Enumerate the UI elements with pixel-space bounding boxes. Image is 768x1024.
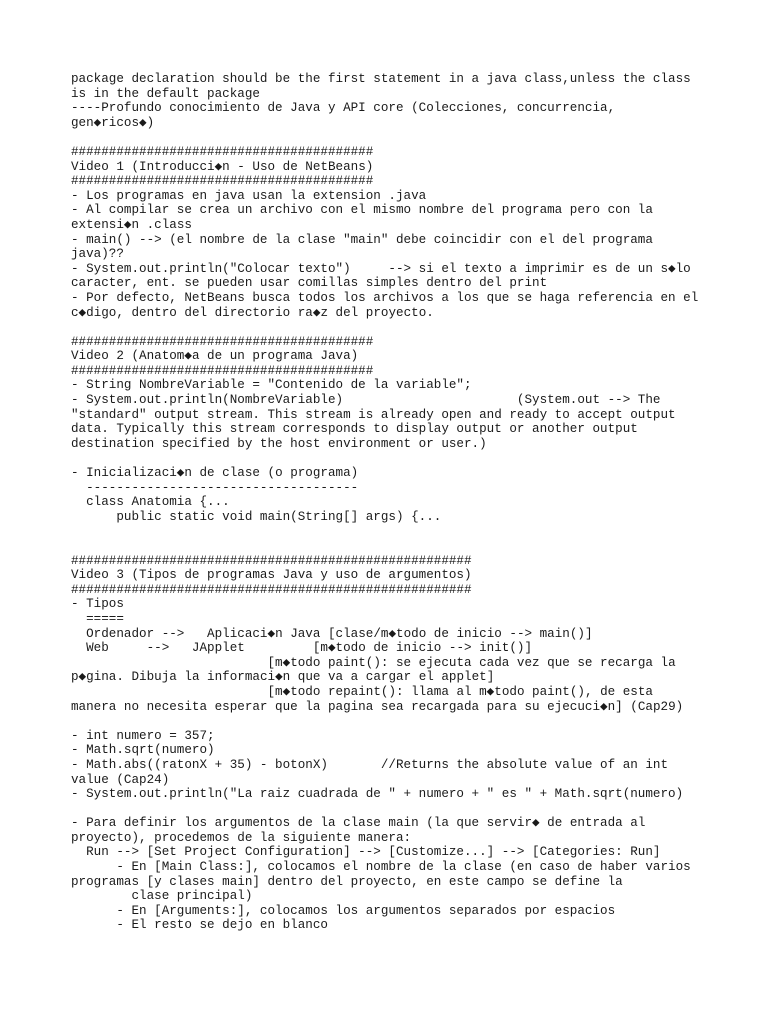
document-line: Video 3 (Tipos de programas Java y uso de argumentos) — [71, 568, 472, 583]
document-line: Run --> [Set Project Configuration] --> [Customize...] --> [Categories: Run] — [71, 845, 661, 860]
document-line: data. Typically this stream corresponds to display output or another output — [71, 422, 638, 437]
document-line: - En [Arguments:], colocamos los argumentos separados por espacios — [71, 903, 616, 918]
document-line: ######################################## — [71, 363, 374, 378]
document-line: manera no necesita esperar que la pagina sea recargada para su ejecuci◆n] (Cap29) — [71, 699, 684, 714]
document-line: - System.out.println("La raiz cuadrada de " + numero + " es " + Math.sqrt(numero) — [71, 787, 684, 802]
document-line: - El resto se dejo en blanco — [71, 918, 328, 933]
document-line: - int numero = 357; — [71, 728, 215, 743]
document-line: proyecto), procedemos de la siguiente manera: — [71, 830, 412, 845]
document-line: ##################################################### — [71, 553, 472, 568]
document-line: package declaration should be the first statement in a java class,unless the class — [71, 72, 691, 86]
document-line: is in the default package — [71, 86, 260, 101]
document-line: ######################################## — [71, 144, 374, 159]
document-line: extensi◆n .class — [71, 217, 192, 232]
document-line: ------------------------------------ — [71, 480, 359, 495]
document-line — [71, 802, 731, 817]
document-line: Web --> JApplet [m◆todo de inicio --> init()] — [71, 641, 533, 656]
document-line: - Al compilar se crea un archivo con el mismo nombre del programa pero con la — [71, 203, 653, 218]
document-line: - Math.sqrt(numero) — [71, 743, 215, 758]
document-line: - Inicializaci◆n de clase (o programa) — [71, 466, 359, 481]
document-line: caracter, ent. se pueden usar comillas simples dentro del print — [71, 276, 548, 291]
document-line: - En [Main Class:], colocamos el nombre de la clase (en caso de haber varios — [71, 860, 691, 875]
document-line — [71, 130, 731, 145]
document-line: ######################################## — [71, 174, 374, 189]
document-line: [m◆todo paint(): se ejecuta cada vez que se recarga la — [71, 655, 676, 670]
document-line: public static void main(String[] args) {... — [71, 509, 442, 524]
document-line: - Tipos — [71, 597, 124, 612]
document-line: "standard" output stream. This stream is already open and ready to accept output — [71, 407, 676, 422]
document-line: ----Profundo conocimiento de Java y API core (Colecciones, concurrencia, — [71, 101, 616, 116]
document-line: ##################################################### — [71, 582, 472, 597]
document-line — [71, 320, 731, 335]
document-line: value (Cap24) — [71, 772, 170, 787]
document-page — [71, 72, 731, 933]
document-line: - Los programas en java usan la extension .java — [71, 188, 427, 203]
document-line: - Por defecto, NetBeans busca todos los archivos a los que se haga referencia en el — [71, 290, 699, 305]
document-line — [71, 539, 731, 554]
document-line: class Anatomia {... — [71, 495, 230, 510]
document-line: c◆digo, dentro del directorio ra◆z del proyecto. — [71, 305, 434, 320]
document-line: - System.out.println(NombreVariable) (System.out --> The — [71, 393, 661, 408]
document-line: programas [y clases main] dentro del proyecto, en este campo se define la — [71, 874, 623, 889]
document-line: p◆gina. Dibuja la informaci◆n que va a cargar el applet] — [71, 670, 495, 685]
document-line — [71, 714, 731, 729]
document-line: Video 2 (Anatom◆a de un programa Java) — [71, 349, 359, 364]
document-line: destination specified by the host environment or user.) — [71, 436, 487, 451]
document-line: java)?? — [71, 247, 124, 262]
document-line: Ordenador --> Aplicaci◆n Java [clase/m◆todo de inicio --> main()] — [71, 626, 593, 641]
document-line: ===== — [71, 611, 124, 626]
document-line: - Para definir los argumentos de la clase main (la que servir◆ de entrada al — [71, 816, 646, 831]
document-line: Video 1 (Introducci◆n - Uso de NetBeans) — [71, 159, 374, 174]
document-line: - String NombreVariable = "Contenido de la variable"; — [71, 378, 472, 393]
document-line — [71, 524, 731, 539]
document-line: [m◆todo repaint(): llama al m◆todo paint(), de esta — [71, 684, 653, 699]
document-line — [71, 451, 731, 466]
document-line: clase principal) — [71, 889, 253, 904]
document-line: - System.out.println("Colocar texto") --> si el texto a imprimir es de un s◆lo — [71, 261, 691, 276]
document-line: - main() --> (el nombre de la clase "main" debe coincidir con el del programa — [71, 232, 653, 247]
document-line: ######################################## — [71, 334, 374, 349]
document-line: gen◆ricos◆) — [71, 115, 155, 130]
document-line: - Math.abs((ratonX + 35) - botonX) //Returns the absolute value of an int — [71, 757, 669, 772]
